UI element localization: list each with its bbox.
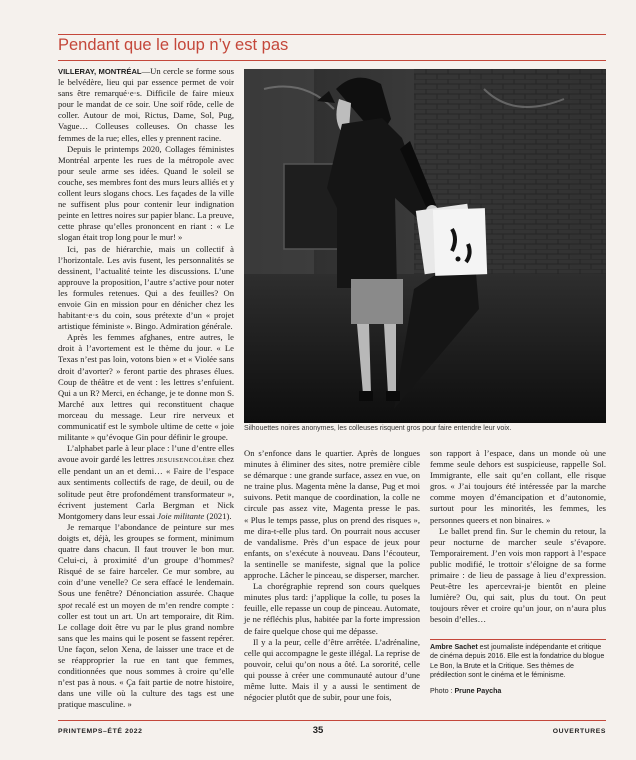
dateline: VILLERAY, MONTRÉAL (58, 67, 142, 76)
page-number: 35 (312, 725, 324, 736)
article-column-3 (430, 448, 606, 626)
poster-sheets (416, 204, 487, 276)
paragraph-8: La chorégraphie reprend son cours quelques minutes plus tard: j’applique la colle, tu poses la feuille, elle repasse un coup de pinceau. Automate, je ne réfléchis plus, habitée par la forte impression de faire quelque chose qui me dépasse. (244, 581, 420, 636)
paragraph-2: Depuis le printemps 2020, Collages féministes Montréal arpente les rues de la métropole avec pour seule arme ses idées. Quand le soleil se couche, ses membres font des murs leurs alliés et y collent leurs slogans chocs. Les façades de la ville ne suffisent plus pour contenir leur indignation peinte en lettres noires sur papier blanc. La preuve, cette phrase qu’elles prononcent en riant : « Le slogan était trop long pour le mur! » (58, 143, 234, 243)
footer-section: OUVERTURES (552, 728, 606, 735)
article-title: Pendant que le loup n’y est pas (58, 36, 289, 54)
paragraph-10: son rapport à l’espace, dans un monde où une femme seule dehors est suspicieuse, rappelle Sol. Immigrante, elle sait qu’en collant, elle risque gros. « J’ai toujours été intéressée par la marche comme moyen d’émancipation et d’autonomie, surtout pour les minorités, les femmes, les personnes queers et non binaires. » (430, 448, 606, 525)
footer-issue: PRINTEMPS–ÉTÉ 2022 (58, 728, 143, 735)
author-bio (430, 643, 606, 696)
footer-rule (58, 720, 606, 721)
title-rule (58, 60, 606, 61)
paragraph-4: Après les femmes afghanes, entre autres, le droit à l’avortement est le thème du jour. « Le Texas n’est pas loin, votons bien » et « Violée sans droit d’avorter? » feront partie des phrases élues. Coup de théâtre et de vent : les lettres s’enfuient. Qui a un R? Merci, en échange, je te donne mon S. Marché aux lettres qui reconstituent chaque morceau du message. Leur rire nerveux et communicatif est le symbole ultime de cette « joie militante » qu’évoque Gin pour définir le groupe. (58, 332, 234, 443)
top-rule (58, 34, 606, 35)
bio-rule (430, 639, 606, 640)
paragraph-7: On s’enfonce dans le quartier. Après de longues minutes à éliminer des sites, notre première cible se démarque : une grande surface, assez en vue, on ne traine plus. Magenta mène la danse, Pug et moi suivons. Petit manque de coordination, la colle ne circule pas assez vite, Magenta presse le pas. « Plus le temps passe, plus on prend des risques », me dira-t-elle plus tard. On pourrait nous accuser de vandalisme. Près d’un espace de jeux pour enfants, on s’exécute à nouveau. Dans l’écouteur, la sentinelle se manifeste, signal que la police approche. Lâcher le pinceau, se disperser, marcher. (244, 448, 420, 581)
paragraph-11: Le ballet prend fin. Sur le chemin du retour, la peur nocturne de marcher seule s’évapore. Temporairement. J’en vois mon rapport à l’espace public modifié, le trottoir s’éloigne de sa forme primaire : de lieu de passage à lieu d’expression. Peut-être les apercevrai-je bientôt en pleine lumière? Ou, qui sait, plus du tout. On peut toujours rêver et croire qu’un jour, on n’aura plus besoin d’elles… (430, 525, 606, 625)
paragraph-5: L’alphabet parle à leur place : l’une d’entre elles avoue avoir gardé les lettres JESUISENCOLÈRE chez elle pendant un an et demi… « Faire de l’espace aux sentiments collectifs de rage, de deuil, ou de solitude peut être profondément transformateur », écrivent justement Carla Bergman et Nick Montgomery dans leur essai Joie militante (2021). (58, 443, 234, 521)
bio-text: Ambre Sachet est journaliste indépendante et critique de cinéma depuis 2016. Elle est la fondatrice du blogue Le Bon, la Brute et la Critique. Ses thèmes de prédilection sont le cinéma et le féminisme. (430, 643, 605, 680)
article-photo (244, 69, 606, 423)
article-column-1 (58, 66, 234, 710)
author-name: Ambre Sachet (430, 643, 478, 651)
article-column-2 (244, 448, 420, 703)
photo-credit: Photo : Prune Paycha (430, 686, 502, 695)
paragraph-3: Ici, pas de hiérarchie, mais un collectif à l’horizontale. Les avis fusent, les personnalités se dessinent, l’actualité teinte les discussions. L’une approuve la proposition, l’autre s’active pour noter les formules retenues. Qui a des feuilles? On envoie Gin en mission pour en dénicher chez les habitant·e·s du coin, sous prétexte d’un « projet artistique féministe ». Bingo. Admiration générale. (58, 243, 234, 332)
paragraph-6: Je remarque l’abondance de peinture sur mes doigts et, déjà, les groupes se forment, minimum quatre dans chacun. Il faut trouver le bon mur. Celui-ci, à proximité d’un groupe d’hommes? Risqué de se faire harceler. Ce mur sombre, au coin d’une venelle? Ce sera effacé le lendemain. Sous une fenêtre? Dénonciation assurée. Chaque spot recalé est un moyen de m’en rendre compte : coller est tout un art. Un art temporaire, dit Rim. Le collage doit être vu par le plus grand nombre sans que les mains qui le posent se fassent repérer. Une façon, selon Xena, de laisser une trace et de se réapproprier la rue en tant que femmes, conditionnées que nous sommes à croire qu’elle n’est pas à nous. « Ça fait partie de notre histoire, dans une ville où la culture des tags est une pratique masculine. » (58, 521, 234, 710)
paragraph-1: VILLERAY, MONTRÉAL—Un cercle se forme sous le belvédère, lieu qui par essence permet de voir sans être remarqué·e·s. Difficile de faire mieux pour le mandat de ce soir. Une soif rôde, celle de coller. Autour de moi, Rictus, Dame, Sol, Pug, Vague… Colleuses colleuses. On chasse les femmes de la rue; elles, elles y prennent racine. (58, 66, 234, 143)
paragraph-9: Il y a la peur, celle d’être arrêtée. L’adrénaline, celle qui accompagne le geste illégal. La reprise de pouvoir, celui qu’on nous a ôté. La sororité, celle qui pousse à créer une communauté autour d’une même lutte. Mais il y a aussi le sentiment de négocier plutôt que de subir, pour une fois, (244, 636, 420, 703)
photo-caption: Silhouettes noires anonymes, les colleuses risquent gros pour faire entendre leur voix. (244, 425, 512, 432)
